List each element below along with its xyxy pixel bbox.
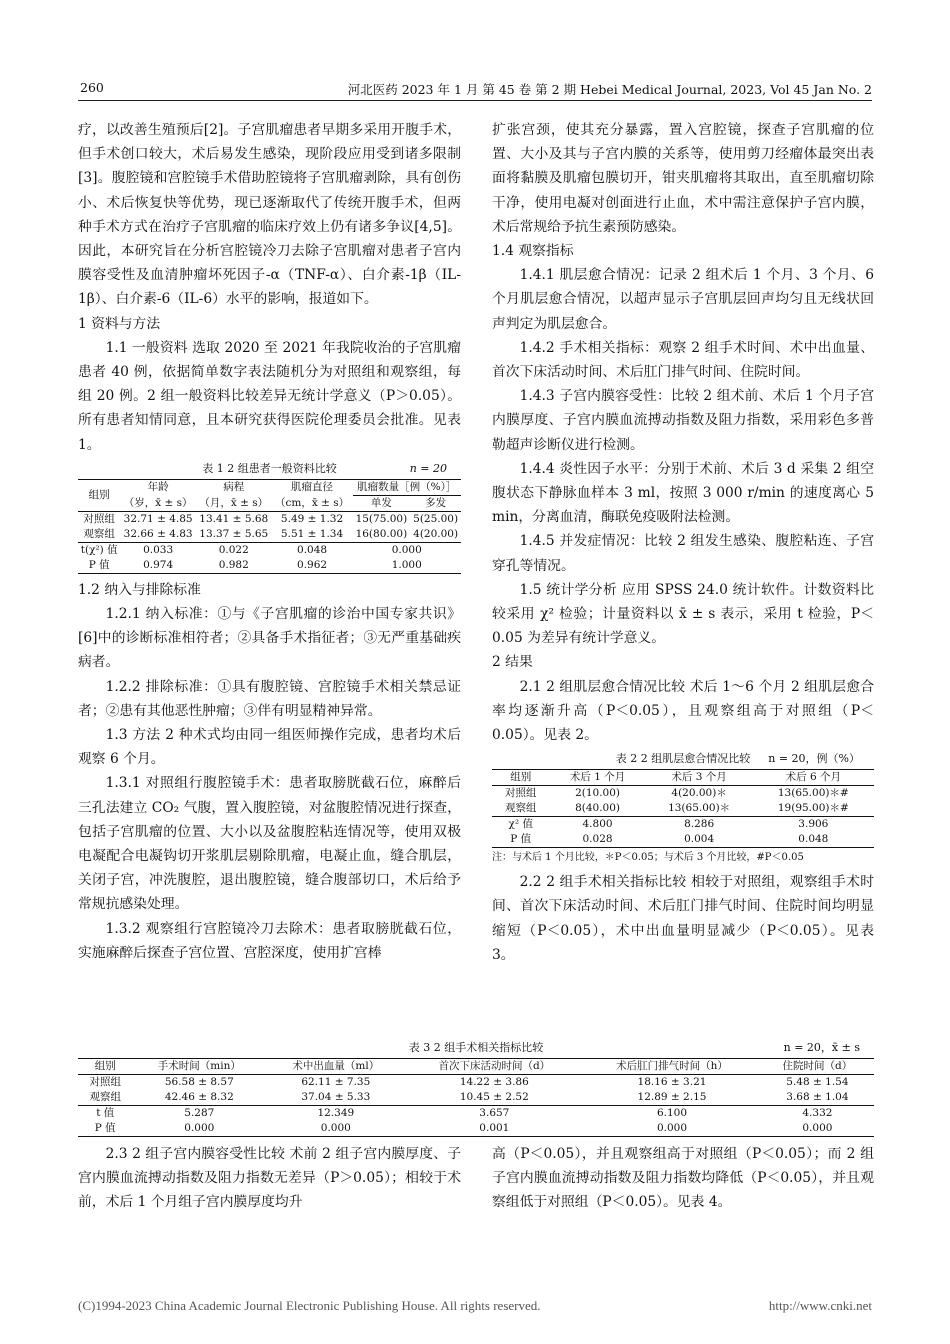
table1-header: 肌瘤数量［例（%）］: [353, 479, 461, 495]
table1-cell: 5.49 ± 1.32: [280, 512, 344, 525]
table2-cell: 0.048: [798, 833, 829, 846]
section-heading-results: 2 结果: [492, 654, 533, 671]
table1-header-sub: （cm，x̄ ± s）: [274, 496, 350, 509]
table3-header: 术后肛门排气时间（h）: [616, 1060, 728, 1072]
table3-header: 住院时间（d）: [782, 1060, 853, 1072]
table2-cell: 3.906: [798, 818, 829, 831]
table2-header: 术后 6 个月: [785, 771, 841, 784]
paragraph-1-1: 1.1 一般资料 选取 2020 至 2021 年我院收治的子宫肌瘤患者 40 例，依据简单数字表法随机分为对照组和观察组，每组 20 例。2 组一般资料比较差异无统计学意义（P＞0.05）。所有患者知情同意，且本研究获得医院伦理委员会批准。见表 1。: [78, 339, 461, 453]
table3-header: 手术时间（min）: [157, 1060, 241, 1072]
table3-header: 组别: [94, 1060, 116, 1072]
table2-cell: 0.028: [582, 833, 613, 846]
table1-cell: 4(20.00): [413, 527, 459, 540]
table1-header: 病程: [223, 481, 245, 494]
table1-cell: P 值: [88, 558, 110, 571]
table2-cell: 8(40.00): [575, 802, 620, 815]
table3-header: 术中出血量（ml）: [292, 1060, 380, 1072]
table3-cell: 观察组: [89, 1091, 121, 1103]
table3-cell: 3.68 ± 1.04: [786, 1091, 849, 1103]
table2-n: n = 20，例（%）: [768, 752, 860, 766]
table2-cell: 13(65.00)＊#: [777, 787, 849, 800]
table1-header: 组别: [88, 488, 110, 501]
table2-cell: 观察组: [504, 802, 537, 815]
copyright-notice: (C)1994-2023 China Academic Journal Electronic Publishing House. All rights reserved.: [78, 1298, 541, 1313]
table3-cell: 12.89 ± 2.15: [637, 1091, 707, 1103]
paragraph-1-3-1: 1.3.1 对照组行腹腔镜手术：患者取膀胱截石位，麻醉后三孔法建立 CO₂ 气腹，置入腹腔镜，对盆腹腔情况进行探查，包括子宫肌瘤的位置、大小以及盆腹腔粘连情况等，使用双极电凝配合电凝钩切开浆肌层剔除肌瘤，电凝止血，缝合肌层，关闭子宫，冲洗腹腔，退出腹腔镜，缝合腹部切口，术后给予常规抗感染处理。: [78, 775, 461, 913]
table2-header: 组别: [510, 771, 532, 784]
table2-header: 术后 3 个月: [671, 771, 727, 784]
table1-cell: 32.66 ± 4.83: [123, 527, 193, 540]
table1-cell: 0.000: [391, 543, 422, 556]
table2-cell: 4.800: [582, 818, 613, 831]
table3-cell: 14.22 ± 3.86: [459, 1076, 529, 1088]
paragraph-1-4-2: 1.4.2 手术相关指标：观察 2 组手术时间、术中出血量、首次下床活动时间、术后肛门排气时间、住院时间。: [492, 339, 874, 381]
table3-cell: 5.287: [184, 1107, 215, 1119]
table2-cell: 19(95.00)＊#: [777, 802, 849, 815]
table1-cell: 对照组: [83, 512, 115, 525]
table3-cell: 6.100: [656, 1107, 687, 1119]
table2-cell: 对照组: [504, 787, 537, 800]
table2-cell: 13(65.00)＊: [668, 802, 731, 815]
page-number: 260: [80, 80, 104, 95]
table1-cell: 16(80.00): [355, 527, 408, 540]
table2-cell: χ² 值: [508, 818, 533, 831]
table1-cell: 0.962: [297, 558, 328, 571]
table3-caption-row: [78, 1038, 874, 1058]
table3-cell: 5.48 ± 1.54: [786, 1076, 849, 1088]
paragraph-1-4-5: 1.4.5 并发症情况：比较 2 组发生感染、腹腔粘连、子宫穿孔等情况。: [492, 533, 874, 574]
table3-cell: 0.000: [802, 1122, 833, 1134]
table2-caption-row: [492, 749, 874, 769]
paragraph-1-4-3: 1.4.3 子宫内膜容受性：比较 2 组术前、术后 1 个月子宫内膜厚度、子宫内膜血流搏动指数及阻力指数，采用彩色多普勒超声诊断仪进行检测。: [492, 388, 874, 453]
bottom-left-column: [78, 1142, 461, 1215]
table1-caption: 表 1 2 组患者一般资料比较: [202, 461, 337, 475]
table1: [78, 479, 461, 574]
paragraph-2-1: 2.1 2 组肌层愈合情况比较 术后 1～6 个月 2 组肌层愈合率均逐渐升高（P＜0.05），且观察组高于对照组（P＜0.05）。见表 2。: [492, 678, 874, 744]
table3-cell: 0.000: [656, 1122, 687, 1134]
table3-cell: P 值: [94, 1122, 116, 1134]
table2-header: 术后 1 个月: [569, 771, 626, 784]
table3-cell: 42.46 ± 8.32: [164, 1091, 234, 1103]
paragraph-1-2: 1.2 纳入与排除标准: [78, 581, 201, 598]
bottom-right-column: [492, 1142, 874, 1215]
table3-cell: 0.001: [479, 1122, 510, 1134]
table3-cell: 37.04 ± 5.33: [301, 1091, 371, 1103]
table2: [492, 769, 874, 848]
table1-header: 年龄: [147, 481, 169, 494]
table3-cell: 62.11 ± 7.35: [301, 1076, 371, 1088]
table3-n: n = 20，x̄ ± s: [783, 1041, 860, 1054]
journal-running-title: 河北医药 2023 年 1 月 第 45 卷 第 2 期 Hebei Medical Journal, 2023, Vol 45 Jan No. 2: [347, 82, 872, 97]
table3-cell: 4.332: [802, 1107, 833, 1119]
table2-cell: 0.004: [684, 833, 715, 846]
table2-cell: 2(10.00): [575, 787, 620, 800]
table3-cell: 10.45 ± 2.52: [459, 1091, 529, 1103]
table3-cell: 12.349: [317, 1107, 355, 1119]
table1-cell: 15(75.00): [355, 512, 408, 525]
paragraph-1-4: 1.4 观察指标: [492, 243, 574, 260]
table2-cell: 4(20.00)＊: [671, 787, 727, 800]
table1-header: 单发: [370, 496, 392, 509]
table3-cell: 18.16 ± 3.21: [637, 1076, 707, 1088]
paragraph-2-3-cont: 高（P＜0.05），并且观察组高于对照组（P＜0.05）；而 2 组子宫内膜血流搏动指数及阻力指数均降低（P＜0.05），并且观察组低于对照组（P＜0.05）。见表 4。: [492, 1146, 874, 1211]
table1-cell: 观察组: [83, 527, 115, 540]
table1-cell: 1.000: [391, 558, 422, 571]
table2-cell: P 值: [510, 833, 532, 846]
table3-block: [78, 1036, 874, 1137]
table3-cell: t 值: [96, 1107, 115, 1119]
paragraph-1-2-2: 1.2.2 排除标准：①具有腹腔镜、宫腔镜手术相关禁忌证者；②患有其他恶性肿瘤；③伴有明显精神异常。: [78, 678, 461, 719]
table1-header-sub: （月，x̄ ± s）: [199, 496, 269, 509]
paragraph-2-3: 2.3 2 组子宫内膜容受性比较 术前 2 组子宫内膜厚度、子宫内膜血流搏动指数及阻力指数无差异（P＞0.05）；相较于术前，术后 1 个月组子宫内膜厚度均升: [78, 1146, 461, 1211]
table1-cell: 0.982: [218, 558, 249, 571]
table1-cell: 0.974: [143, 558, 174, 571]
right-column: [492, 118, 874, 967]
paragraph-1-2-1: 1.2.1 纳入标准：①与《子宫肌瘤的诊治中国专家共识》[6]中的诊断标准相符者；②具备手术指征者；③无严重基础疾病者。: [78, 606, 461, 671]
table3-caption: 表 3 2 组手术相关指标比较: [408, 1041, 544, 1054]
table1-cell: 0.048: [297, 543, 328, 556]
table3-cell: 56.58 ± 8.57: [164, 1076, 234, 1088]
table1-header: 肌瘤直径: [291, 481, 334, 494]
paragraph-2-2: 2.2 2 组手术相关指标比较 相较于对照组，观察组手术时间、首次下床活动时间、术后肛门排气时间、住院时间均明显缩短（P＜0.05），术中出血量明显减少（P＜0.05）。见表 3。: [492, 874, 874, 963]
table3-header: 首次下床活动时间（d）: [438, 1060, 551, 1072]
table1-cell: 13.37 ± 5.65: [199, 527, 269, 540]
table1-cell: 32.71 ± 4.85: [123, 512, 193, 525]
table3-cell: 0.000: [184, 1122, 215, 1134]
paragraph-1-4-4: 1.4.4 炎性因子水平：分别于术前、术后 3 d 采集 2 组空腹状态下静脉血样本 3 ml，按照 3 000 r/min 的速度离心 5 min，分离血清，酶联免疫吸附法检测。: [492, 460, 874, 526]
table1-n: n = 20: [409, 461, 447, 475]
paragraph-1-4-1: 1.4.1 肌层愈合情况：记录 2 组术后 1 个月、3 个月、6 个月肌层愈合情况，以超声显示子宫肌层回声均匀且无线状回声判定为肌层愈合。: [492, 267, 874, 332]
table1-cell: 0.022: [218, 543, 249, 556]
paragraph-1-3: 1.3 方法 2 种术式均由同一组医师操作完成，患者均术后观察 6 个月。: [78, 727, 461, 768]
table3-cell: 3.657: [479, 1107, 510, 1119]
table3-cell: 0.000: [320, 1122, 351, 1134]
table3-cell: 对照组: [89, 1076, 121, 1088]
table2-cell: 8.286: [684, 818, 715, 831]
table1-cell: 5.51 ± 1.34: [280, 527, 344, 540]
left-column: [78, 118, 461, 965]
paragraph-1-3-2: 1.3.2 观察组行宫腔镜冷刀去除术：患者取膀胱截石位，实施麻醉后探查子宫位置、宫腔深度，使用扩宫棒: [78, 920, 461, 961]
table1-header-sub: （岁，x̄ ± s）: [123, 496, 193, 509]
table1-caption-row: [78, 459, 461, 479]
intro-paragraph: 疗，以改善生殖预后[2]。子宫肌瘤患者早期多采用开腹手术，但手术创口较大，术后易发生感染，现阶段应用受到诸多限制[3]。腹腔镜和宫腔镜手术借助腔镜将子宫肌瘤剥除，具有创伤小、术后恢复快等优势，现已逐渐取代了传统开腹手术，但两种手术方式在治疗子宫肌瘤的临床疗效上仍有诸多争议[4,5]。因此，本研究旨在分析宫腔镜冷刀去除子宫肌瘤对患者子宫内膜容受性及血清肿瘤坏死因子-α（TNF-α）、白介素-1β（IL-1β）、白介素-6（IL-6）水平的影响，报道如下。: [78, 122, 461, 308]
table2-caption: 表 2 2 组肌层愈合情况比较: [615, 752, 751, 766]
table3: [78, 1058, 874, 1137]
cnki-link[interactable]: http://www.cnki.net: [768, 1298, 872, 1313]
table1-cell: t(χ²) 值: [80, 543, 118, 556]
table1-header: 多发: [425, 496, 447, 509]
paragraph-1-5: 1.5 统计学分析 应用 SPSS 24.0 统计软件。计数资料比较采用 χ² 检验；计量资料以 x̄ ± s 表示，采用 t 检验，P＜0.05 为差异有统计学意义。: [492, 581, 874, 647]
paragraph-1-3-2-cont: 扩张宫颈，使其充分暴露，置入宫腔镜，探查子宫肌瘤的位置、大小及其与子宫内膜的关系等，使用剪刀经瘤体最突出表面将黏膜及肌瘤包膜切开，钳夹肌瘤将其取出，直至肌瘤切除干净，使用电凝对创面进行止血，术中需注意保护子宫内膜，术后常规给予抗生素预防感染。: [492, 122, 874, 235]
section-heading-methods: 1 资料与方法: [78, 315, 161, 332]
running-header: [78, 76, 872, 101]
table1-cell: 13.41 ± 5.68: [199, 512, 269, 525]
table1-cell: 5(25.00): [413, 512, 459, 525]
table2-note: 注：与术后 1 个月比较，＊P＜0.05；与术后 3 个月比较，#P＜0.05: [492, 852, 804, 864]
table1-cell: 0.033: [143, 543, 174, 556]
